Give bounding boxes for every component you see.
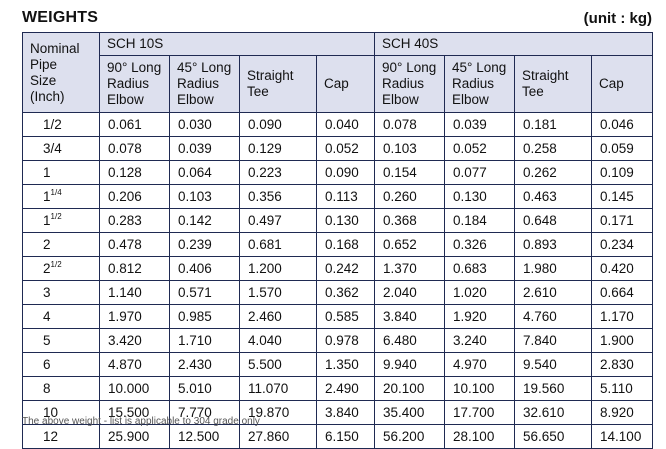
weight-cell: 0.129	[240, 137, 317, 161]
weight-cell: 0.234	[592, 233, 653, 257]
weight-cell: 32.610	[515, 401, 592, 425]
pipe-size-cell	[23, 305, 100, 329]
table-row	[23, 233, 653, 257]
weight-cell: 0.356	[240, 185, 317, 209]
pipe-size-cell	[23, 425, 100, 449]
group-header-sch40s: SCH 40S	[375, 33, 653, 56]
weight-cell: 6.480	[375, 329, 445, 353]
weight-cell: 0.128	[100, 161, 170, 185]
weight-cell: 5.110	[592, 377, 653, 401]
header-line: 90° Long	[107, 60, 162, 75]
header-line: Elbow	[382, 92, 419, 107]
header-line: Cap	[324, 76, 349, 91]
pipe-size: 2	[43, 237, 51, 252]
pipe-size: 6	[43, 357, 51, 372]
weight-cell: 0.497	[240, 209, 317, 233]
weight-cell: 4.870	[100, 353, 170, 377]
header-line: 90° Long	[382, 60, 437, 75]
weight-cell: 0.262	[515, 161, 592, 185]
weight-cell: 0.142	[170, 209, 240, 233]
weight-cell: 0.239	[170, 233, 240, 257]
header-line: Tee	[247, 84, 269, 99]
pipe-size-cell	[23, 161, 100, 185]
pipe-size: 3/4	[43, 141, 62, 156]
weight-cell: 0.326	[445, 233, 515, 257]
weight-cell: 0.130	[445, 185, 515, 209]
weight-cell: 2.610	[515, 281, 592, 305]
nominal-size-header	[23, 33, 100, 113]
table-row	[23, 161, 653, 185]
weight-cell: 9.540	[515, 353, 592, 377]
pipe-size: 1	[43, 213, 51, 228]
table-row	[23, 137, 653, 161]
weight-cell: 0.090	[317, 161, 375, 185]
table-row	[23, 377, 653, 401]
column-header	[592, 56, 653, 113]
pipe-size-cell	[23, 281, 100, 305]
weight-cell: 7.770	[170, 401, 240, 425]
weight-cell: 3.420	[100, 329, 170, 353]
pipe-size-cell	[23, 377, 100, 401]
header-line: Size	[30, 72, 57, 88]
pipe-size-cell	[23, 137, 100, 161]
weight-cell: 9.940	[375, 353, 445, 377]
weight-cell: 2.040	[375, 281, 445, 305]
page-title: WEIGHTS	[22, 9, 99, 26]
weight-cell: 0.664	[592, 281, 653, 305]
column-header	[375, 56, 445, 113]
column-header	[100, 56, 170, 113]
weight-cell: 0.059	[592, 137, 653, 161]
weight-cell: 3.240	[445, 329, 515, 353]
weight-cell: 0.090	[240, 113, 317, 137]
weight-cell: 2.830	[592, 353, 653, 377]
weight-cell: 0.585	[317, 305, 375, 329]
pipe-size: 4	[43, 309, 51, 324]
weight-cell: 0.648	[515, 209, 592, 233]
weight-cell: 1.350	[317, 353, 375, 377]
header-line: Radius	[452, 76, 495, 91]
pipe-size-fraction: 1/4	[50, 188, 62, 197]
weight-cell: 0.171	[592, 209, 653, 233]
weight-cell: 0.985	[170, 305, 240, 329]
header-line: 45° Long	[177, 60, 232, 75]
weight-cell: 8.920	[592, 401, 653, 425]
pipe-size-cell	[23, 185, 100, 209]
table-row	[23, 425, 653, 449]
pipe-size: 12	[43, 429, 59, 444]
weight-cell: 3.840	[375, 305, 445, 329]
header-line: Nominal	[30, 40, 80, 56]
weights-table	[22, 32, 653, 449]
footnote: The above weight - list is applicable to 304 grade only	[22, 416, 260, 427]
weight-cell: 0.812	[100, 257, 170, 281]
weight-cell: 0.046	[592, 113, 653, 137]
weight-cell: 2.460	[240, 305, 317, 329]
weight-cell: 11.070	[240, 377, 317, 401]
weight-cell: 0.184	[445, 209, 515, 233]
weight-cell: 1.170	[592, 305, 653, 329]
weight-cell: 25.900	[100, 425, 170, 449]
weight-cell: 2.430	[170, 353, 240, 377]
column-header	[240, 56, 317, 113]
column-header	[515, 56, 592, 113]
weight-cell: 0.258	[515, 137, 592, 161]
weight-cell: 19.560	[515, 377, 592, 401]
weight-cell: 1.900	[592, 329, 653, 353]
header-line: Pipe	[30, 56, 58, 72]
weight-cell: 0.463	[515, 185, 592, 209]
weight-cell: 35.400	[375, 401, 445, 425]
pipe-size: 3	[43, 285, 51, 300]
weight-cell: 5.500	[240, 353, 317, 377]
header-line: Elbow	[177, 92, 214, 107]
weight-cell: 20.100	[375, 377, 445, 401]
column-header	[170, 56, 240, 113]
table-row	[23, 353, 653, 377]
pipe-size: 1	[43, 165, 51, 180]
weight-cell: 0.223	[240, 161, 317, 185]
pipe-size: 2	[43, 261, 51, 276]
weight-cell: 0.039	[170, 137, 240, 161]
pipe-size-cell	[23, 329, 100, 353]
weight-cell: 1.710	[170, 329, 240, 353]
unit-label: (unit : kg)	[583, 10, 652, 27]
weight-cell: 0.283	[100, 209, 170, 233]
pipe-size-cell	[23, 257, 100, 281]
pipe-size-fraction: 1/2	[50, 260, 62, 269]
weight-cell: 0.145	[592, 185, 653, 209]
weight-cell: 0.368	[375, 209, 445, 233]
weight-cell: 14.100	[592, 425, 653, 449]
weight-cell: 0.109	[592, 161, 653, 185]
pipe-size: 1	[43, 189, 51, 204]
weight-cell: 10.100	[445, 377, 515, 401]
table-row	[23, 257, 653, 281]
pipe-size-fraction: 1/2	[50, 212, 62, 221]
weight-cell: 19.870	[240, 401, 317, 425]
pipe-size-cell	[23, 209, 100, 233]
weight-cell: 6.150	[317, 425, 375, 449]
weight-cell: 27.860	[240, 425, 317, 449]
weight-cell: 56.200	[375, 425, 445, 449]
weight-cell: 0.242	[317, 257, 375, 281]
header-line: Tee	[522, 84, 544, 99]
weight-cell: 1.970	[100, 305, 170, 329]
header-line: Elbow	[452, 92, 489, 107]
column-header	[317, 56, 375, 113]
header-line: (Inch)	[30, 88, 65, 104]
weight-cell: 0.681	[240, 233, 317, 257]
weight-cell: 15.500	[100, 401, 170, 425]
weight-cell: 0.130	[317, 209, 375, 233]
header-line: 45° Long	[452, 60, 507, 75]
table-row	[23, 329, 653, 353]
weight-cell: 0.260	[375, 185, 445, 209]
weight-cell: 0.893	[515, 233, 592, 257]
pipe-size: 10	[43, 405, 59, 420]
weight-cell: 1.920	[445, 305, 515, 329]
weight-cell: 3.840	[317, 401, 375, 425]
weight-cell: 0.078	[375, 113, 445, 137]
header-line: Cap	[599, 76, 624, 91]
weight-cell: 4.970	[445, 353, 515, 377]
table-row	[23, 305, 653, 329]
weight-cell: 0.571	[170, 281, 240, 305]
weight-cell: 10.000	[100, 377, 170, 401]
weight-cell: 0.113	[317, 185, 375, 209]
weight-cell: 0.030	[170, 113, 240, 137]
weight-cell: 0.103	[170, 185, 240, 209]
weight-cell: 17.700	[445, 401, 515, 425]
header-line: Radius	[177, 76, 220, 91]
header-line: Radius	[107, 76, 150, 91]
weight-cell: 0.478	[100, 233, 170, 257]
table-row	[23, 113, 653, 137]
pipe-size-cell	[23, 113, 100, 137]
weight-cell: 5.010	[170, 377, 240, 401]
column-header	[445, 56, 515, 113]
weight-cell: 1.200	[240, 257, 317, 281]
pipe-size: 1/2	[43, 117, 62, 132]
weight-cell: 0.206	[100, 185, 170, 209]
header-line: Elbow	[107, 92, 144, 107]
pipe-size-cell	[23, 233, 100, 257]
weight-cell: 1.980	[515, 257, 592, 281]
weight-cell: 1.020	[445, 281, 515, 305]
header-line: Straight	[522, 68, 569, 83]
weight-cell: 0.039	[445, 113, 515, 137]
weight-cell: 0.978	[317, 329, 375, 353]
weight-cell: 4.760	[515, 305, 592, 329]
weight-cell: 0.181	[515, 113, 592, 137]
weight-cell: 0.077	[445, 161, 515, 185]
weight-cell: 0.061	[100, 113, 170, 137]
weight-cell: 0.052	[317, 137, 375, 161]
weight-cell: 0.154	[375, 161, 445, 185]
weight-cell: 1.140	[100, 281, 170, 305]
table-row	[23, 185, 653, 209]
weight-cell: 0.406	[170, 257, 240, 281]
weight-cell: 0.652	[375, 233, 445, 257]
weight-cell: 4.040	[240, 329, 317, 353]
weight-cell: 7.840	[515, 329, 592, 353]
weight-cell: 0.168	[317, 233, 375, 257]
weight-cell: 0.362	[317, 281, 375, 305]
weight-cell: 0.103	[375, 137, 445, 161]
pipe-size-cell	[23, 353, 100, 377]
weight-cell: 12.500	[170, 425, 240, 449]
weight-cell: 2.490	[317, 377, 375, 401]
weight-cell: 1.570	[240, 281, 317, 305]
weight-cell: 56.650	[515, 425, 592, 449]
weight-cell: 0.052	[445, 137, 515, 161]
weight-cell: 0.078	[100, 137, 170, 161]
header-line: Straight	[247, 68, 294, 83]
weight-cell: 0.683	[445, 257, 515, 281]
header-line: Radius	[382, 76, 425, 91]
weight-cell: 0.420	[592, 257, 653, 281]
group-header-sch10s: SCH 10S	[100, 33, 375, 56]
weight-cell: 0.040	[317, 113, 375, 137]
pipe-size: 8	[43, 381, 51, 396]
pipe-size: 5	[43, 333, 51, 348]
weight-cell: 28.100	[445, 425, 515, 449]
table-row	[23, 281, 653, 305]
table-row	[23, 209, 653, 233]
weight-cell: 1.370	[375, 257, 445, 281]
weight-cell: 0.064	[170, 161, 240, 185]
